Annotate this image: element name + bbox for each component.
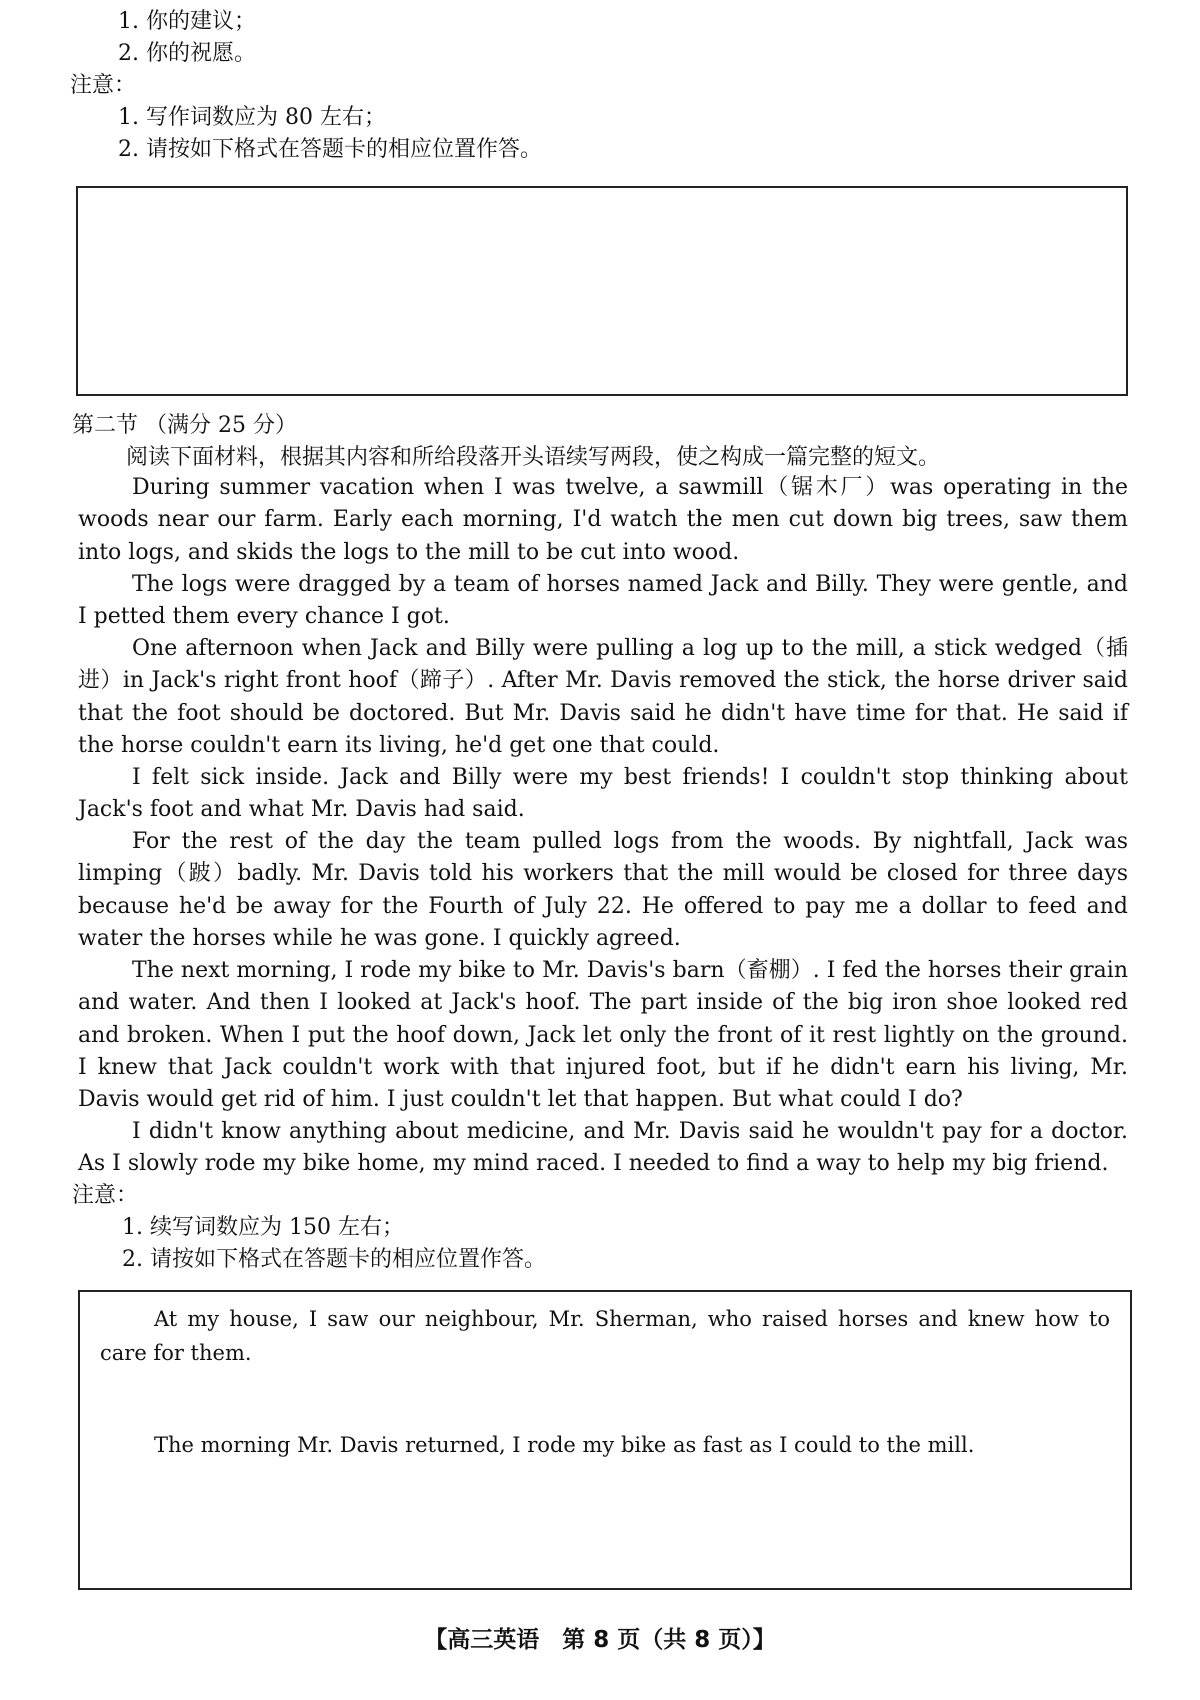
story-paragraph-7: I didn't know anything about medicine, and Mr. Davis said he wouldn't pay for a doctor. As I slowly rode my bike home, my mind raced. I needed to find a way to help my big friend. — [78, 1119, 1128, 1177]
note-item-part2-2: 2. 请按如下格式在答题卡的相应位置作答。 — [122, 1247, 546, 1272]
note-item-2: 2. 请按如下格式在答题卡的相应位置作答。 — [118, 137, 542, 162]
note-item-1: 1. 写作词数应为 80 左右； — [118, 105, 386, 130]
section-instruction: 阅读下面材料，根据其内容和所给段落开头语续写两段，使之构成一篇完整的短文。 — [126, 445, 941, 470]
story-paragraph-1: During summer vacation when I was twelve, a sawmill（锯木厂）was operating in the woods near our farm. Early each morning, I'd watch the men cut down big trees, saw them into logs, and skids the logs to the mill to be cut into wood. — [78, 475, 1128, 565]
note-item-part2-1: 1. 续写词数应为 150 左右； — [122, 1215, 404, 1240]
section-heading: 第二节 （满分 25 分） — [72, 413, 297, 438]
story-paragraph-2: The logs were dragged by a team of horses named Jack and Billy. They were gentle, and I petted them every chance I got. — [78, 572, 1128, 630]
continuation-opening-1: At my house, I saw our neighbour, Mr. Sherman, who raised horses and knew how to care for them. — [100, 1307, 1110, 1365]
page-footer: 【高三英语 第 8 页（共 8 页）】 — [424, 1627, 776, 1653]
note-label-part2: 注意： — [72, 1183, 139, 1208]
requirement-item-2: 2. 你的祝愿。 — [118, 41, 256, 66]
requirement-item-1: 1. 你的建议； — [118, 9, 256, 34]
story-paragraph-4: I felt sick inside. Jack and Billy were my best friends! I couldn't stop thinking about Jack's foot and what Mr. Davis had said. — [78, 765, 1128, 823]
story-paragraph-5: For the rest of the day the team pulled logs from the woods. By nightfall, Jack was limping（跛）badly. Mr. Davis told his workers that the mill would be closed for three days because he'd be away for the Fourth of July 22. He offered to pay me a dollar to feed and water the horses while he was gone. I quickly agreed. — [78, 829, 1128, 951]
story-paragraph-3: One afternoon when Jack and Billy were pulling a log up to the mill, a stick wedged（插进）in Jack's right front hoof（蹄子）. After Mr. Davis removed the stick, the horse driver said that the foot should be doctored. But Mr. Davis said he didn't have time for that. He said if the horse couldn't earn its living, he'd get one that could. — [78, 636, 1128, 758]
answer-box-part1 — [76, 186, 1128, 396]
story-paragraph-6: The next morning, I rode my bike to Mr. Davis's barn（畜棚）. I fed the horses their grain and water. And then I looked at Jack's hoof. The part inside of the big iron shoe looked red and broken. When I put the hoof down, Jack let only the front of it rest lightly on the ground. I knew that Jack couldn't work with that injured foot, but if he didn't earn his living, Mr. Davis would get rid of him. I just couldn't let that happen. But what could I do? — [78, 958, 1128, 1113]
answer-box-part2 — [78, 1290, 1132, 1590]
continuation-opening-2: The morning Mr. Davis returned, I rode my bike as fast as I could to the mill. — [154, 1433, 975, 1457]
note-label: 注意： — [70, 73, 137, 98]
